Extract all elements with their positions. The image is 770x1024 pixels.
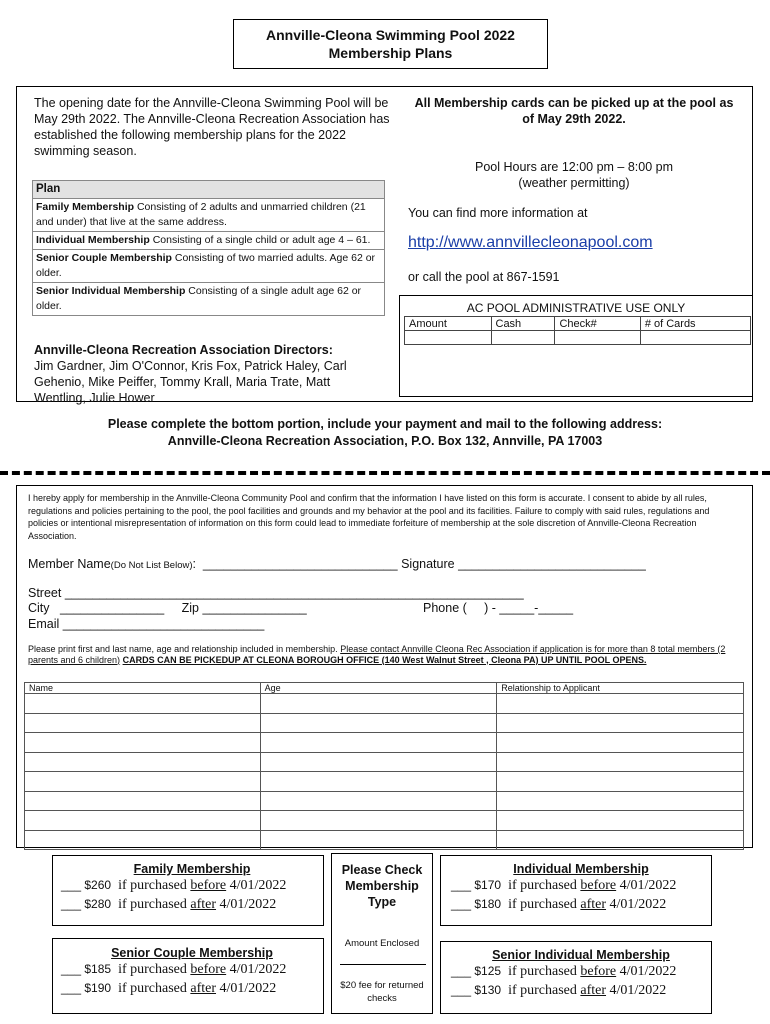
- admin-cell[interactable]: [640, 331, 750, 345]
- checkbox-blank: ___: [61, 981, 85, 995]
- admin-cell[interactable]: [405, 331, 492, 345]
- individual-after-option[interactable]: [451, 895, 711, 914]
- cutoff-date: 4/01/2022: [216, 897, 277, 912]
- title-box: [233, 19, 548, 69]
- senior-individual-before-option[interactable]: [451, 962, 711, 981]
- roster-col-age: Age: [260, 683, 497, 694]
- before-word: before: [580, 964, 617, 979]
- plan-row: [33, 250, 385, 283]
- checkbox-blank: ___: [451, 983, 475, 997]
- if-purchased: if purchased: [118, 878, 191, 893]
- pool-hours-line: Pool Hours are 12:00 pm – 8:00 pm: [474, 160, 674, 174]
- admin-col-cards: # of Cards: [640, 317, 750, 331]
- membership-type-box: [331, 853, 433, 1014]
- city-field[interactable]: _______________: [49, 601, 165, 615]
- zip-label: Zip: [181, 601, 199, 615]
- zip-field[interactable]: _______________: [198, 601, 307, 615]
- if-purchased: if purchased: [508, 983, 581, 998]
- roster-cell[interactable]: [260, 733, 497, 753]
- roster-cell[interactable]: [497, 733, 744, 753]
- if-purchased: if purchased: [118, 981, 191, 996]
- roster-cell[interactable]: [25, 733, 261, 753]
- roster-cell[interactable]: [25, 772, 261, 792]
- family-after-option[interactable]: [61, 895, 323, 914]
- roster-cell[interactable]: [497, 752, 744, 772]
- price: $190: [84, 981, 112, 995]
- consent-text: I hereby apply for membership in the Annville-Cleona Community Pool and confirm that the information I have listed on this form is accurate. I consent to abide by all rules, regulations and policies pertaining to the pool, the pool facilities and grounds and my behavior at the pool and its facilities. Failure to comply with said rules, regulations and policies or intentional misrepresentation of information on this form could lead to immediate forfeiture of membership at the sole discretion of Annville-Cleona Recreation Association.: [28, 493, 710, 541]
- plan-desc: Consisting of a single child or adult age 4 – 61.: [149, 234, 371, 246]
- cards-pickup-note: CARDS CAN BE PICKEDUP AT CLEONA BOROUGH OFFICE (140 West Walnut Street , Cleona PA) UP UNTIL POOL OPENS.: [122, 654, 647, 665]
- checkbox-blank: ___: [61, 897, 85, 911]
- roster-col-relationship: Relationship to Applicant: [497, 683, 744, 694]
- cutoff-date: 4/01/2022: [606, 897, 667, 912]
- roster-cell[interactable]: [497, 694, 744, 714]
- if-purchased: if purchased: [508, 897, 581, 912]
- cutoff-date: 4/01/2022: [616, 878, 677, 893]
- plan-table: [32, 180, 385, 316]
- intro-text: The opening date for the Annville-Cleona Swimming Pool will be May 29th 2022. The Annville-Cleona Recreation Association has established the following membership plans for the 2022 swimming season.: [34, 96, 390, 158]
- roster-cell[interactable]: [260, 772, 497, 792]
- contact-note: Please contact Annville Cleona Rec Association if application is for more than 8 total members (2 parents and 6 children): [28, 644, 726, 665]
- admin-col-cash: Cash: [491, 317, 555, 331]
- cutoff-date: 4/01/2022: [606, 983, 667, 998]
- roster-cell[interactable]: [25, 752, 261, 772]
- application-form: [16, 485, 753, 848]
- table-row: [25, 772, 744, 792]
- phone-field[interactable]: ( ) - _____-_____: [459, 601, 574, 615]
- admin-cell[interactable]: [491, 331, 555, 345]
- roster-col-name: Name: [25, 683, 261, 694]
- plan-name: Senior Couple Membership: [36, 252, 172, 264]
- roster-cell[interactable]: [260, 752, 497, 772]
- phone-label: Phone: [423, 601, 460, 615]
- street-label: Street: [28, 586, 62, 600]
- plan-row: [33, 232, 385, 250]
- roster-cell[interactable]: [260, 791, 497, 811]
- roster-cell[interactable]: [260, 830, 497, 850]
- roster-cell[interactable]: [25, 811, 261, 831]
- price: $180: [474, 897, 502, 911]
- more-info-text: You can find more information at: [408, 206, 588, 220]
- plan-table-header: Plan: [33, 181, 385, 199]
- member-name-field[interactable]: : ____________________________: [192, 557, 398, 571]
- senior-couple-after-option[interactable]: [61, 979, 323, 998]
- table-row: [25, 811, 744, 831]
- plan-name: Individual Membership: [36, 234, 150, 246]
- senior-individual-membership-box: [440, 941, 712, 1014]
- phone-text: or call the pool at 867-1591: [408, 270, 560, 284]
- returned-check-fee: $20 fee for returned checks: [340, 980, 424, 1004]
- checkbox-blank: ___: [61, 962, 85, 976]
- admin-cell[interactable]: [555, 331, 640, 345]
- mail-instructions-line: Please complete the bottom portion, include your payment and mail to the following address:: [107, 417, 663, 431]
- price: $280: [84, 897, 112, 911]
- info-section: [16, 86, 753, 405]
- street-row: [28, 586, 524, 600]
- checkbox-blank: ___: [451, 878, 475, 892]
- roster-cell[interactable]: [497, 811, 744, 831]
- roster-cell[interactable]: [260, 811, 497, 831]
- website-link[interactable]: http://www.annvillecleonapool.com: [408, 234, 653, 251]
- table-row: [25, 791, 744, 811]
- cutoff-date: 4/01/2022: [616, 964, 677, 979]
- family-membership-box: [52, 855, 324, 926]
- price: $260: [84, 878, 112, 892]
- checkbox-blank: ___: [451, 964, 475, 978]
- member-name-row: [28, 557, 646, 571]
- if-purchased: if purchased: [118, 962, 191, 977]
- before-word: before: [190, 878, 227, 893]
- family-membership-title: Family Membership: [133, 862, 251, 876]
- after-word: after: [190, 897, 217, 912]
- phone-row: [423, 601, 573, 615]
- individual-membership-box: [440, 855, 712, 926]
- senior-couple-membership-title: Senior Couple Membership: [111, 946, 273, 960]
- pool-hours: [409, 159, 739, 191]
- price: $125: [474, 964, 502, 978]
- pool-hours-note: (weather permitting): [518, 176, 630, 190]
- if-purchased: if purchased: [508, 964, 581, 979]
- admin-col-amount: Amount: [405, 317, 492, 331]
- mailing-address: Annville-Cleona Recreation Association, P.O. Box 132, Annville, PA 17003: [167, 434, 603, 448]
- checkbox-blank: ___: [451, 897, 475, 911]
- if-purchased: if purchased: [118, 897, 191, 912]
- print-instructions-text: Please print first and last name, age and relationship included in membership.: [28, 644, 341, 654]
- signature-label: Signature: [401, 557, 455, 571]
- cut-line: [0, 471, 770, 475]
- street-field[interactable]: __________________________________________________________________: [61, 586, 524, 600]
- plan-name: Senior Individual Membership: [36, 285, 186, 297]
- plan-desc: Consisting of two married adults. Age 62 or older.: [36, 252, 376, 279]
- admin-col-check: Check#: [555, 317, 640, 331]
- plan-desc: Consisting of a single adult age 62 or older.: [36, 285, 362, 312]
- cutoff-date: 4/01/2022: [216, 981, 277, 996]
- roster-cell[interactable]: [497, 772, 744, 792]
- roster-cell[interactable]: [25, 713, 261, 733]
- individual-before-option[interactable]: [451, 876, 711, 895]
- table-row: [25, 694, 744, 714]
- amount-enclosed-label: Amount Enclosed: [344, 938, 420, 949]
- price: $185: [84, 962, 112, 976]
- cutoff-date: 4/01/2022: [226, 962, 287, 977]
- member-name-note: (Do Not List Below): [110, 560, 193, 571]
- senior-individual-after-option[interactable]: [451, 981, 711, 1000]
- individual-membership-title: Individual Membership: [513, 862, 649, 876]
- family-before-option[interactable]: [61, 876, 323, 895]
- print-instructions: [28, 644, 744, 665]
- directors-heading: Annville-Cleona Recreation Association Directors:: [34, 343, 333, 357]
- cutoff-date: 4/01/2022: [226, 878, 287, 893]
- before-word: before: [580, 878, 617, 893]
- roster-cell[interactable]: [497, 791, 744, 811]
- directors: [34, 342, 364, 406]
- table-row: [25, 713, 744, 733]
- admin-title: AC POOL ADMINISTRATIVE USE ONLY: [466, 301, 686, 315]
- roster-cell[interactable]: [260, 694, 497, 714]
- member-roster-table: [24, 682, 744, 850]
- after-word: after: [580, 897, 607, 912]
- senior-couple-before-option[interactable]: [61, 960, 323, 979]
- page-title: Annville-Cleona Swimming Pool 2022: [266, 27, 515, 43]
- city-row: [28, 601, 307, 615]
- city-label: City: [28, 601, 50, 615]
- email-field[interactable]: _____________________________: [59, 617, 265, 631]
- plan-row: [33, 199, 385, 232]
- senior-individual-membership-title: Senior Individual Membership: [492, 948, 670, 962]
- member-name-label: Member Name: [28, 557, 111, 571]
- email-label: Email: [28, 617, 60, 631]
- directors-names: Jim Gardner, Jim O'Connor, Kris Fox, Patrick Haley, Carl Gehenio, Mike Peiffer, Tommy Krall, Maria Trate, Matt Wentling, Julie Hower: [34, 359, 347, 405]
- before-word: before: [190, 962, 227, 977]
- roster-cell[interactable]: [25, 791, 261, 811]
- page-subtitle: Membership Plans: [328, 45, 453, 61]
- pickup-notice: All Membership cards can be picked up at the pool as of May 29th 2022.: [414, 96, 734, 126]
- checkbox-blank: ___: [61, 878, 85, 892]
- roster-cell[interactable]: [25, 694, 261, 714]
- table-row: [25, 733, 744, 753]
- admin-use-box: [399, 295, 753, 397]
- roster-cell[interactable]: [497, 713, 744, 733]
- email-row: [28, 617, 264, 631]
- roster-cell[interactable]: [25, 830, 261, 850]
- roster-cell[interactable]: [260, 713, 497, 733]
- plan-row: [33, 283, 385, 316]
- price: $130: [474, 983, 502, 997]
- if-purchased: if purchased: [508, 878, 581, 893]
- check-type-label: Please Check Membership Type: [341, 863, 423, 909]
- table-row: [25, 752, 744, 772]
- price: $170: [474, 878, 502, 892]
- plan-desc: Consisting of 2 adults and unmarried children (21 and under) that live at the same address.: [36, 201, 366, 228]
- senior-couple-membership-box: [52, 938, 324, 1014]
- table-row: [25, 830, 744, 850]
- signature-field[interactable]: ___________________________: [454, 557, 646, 571]
- admin-table: [404, 316, 751, 345]
- mail-instructions: [20, 416, 750, 450]
- after-word: after: [580, 983, 607, 998]
- amount-enclosed-field[interactable]: [340, 964, 426, 965]
- roster-cell[interactable]: [497, 830, 744, 850]
- plan-name: Family Membership: [36, 201, 135, 213]
- after-word: after: [190, 981, 217, 996]
